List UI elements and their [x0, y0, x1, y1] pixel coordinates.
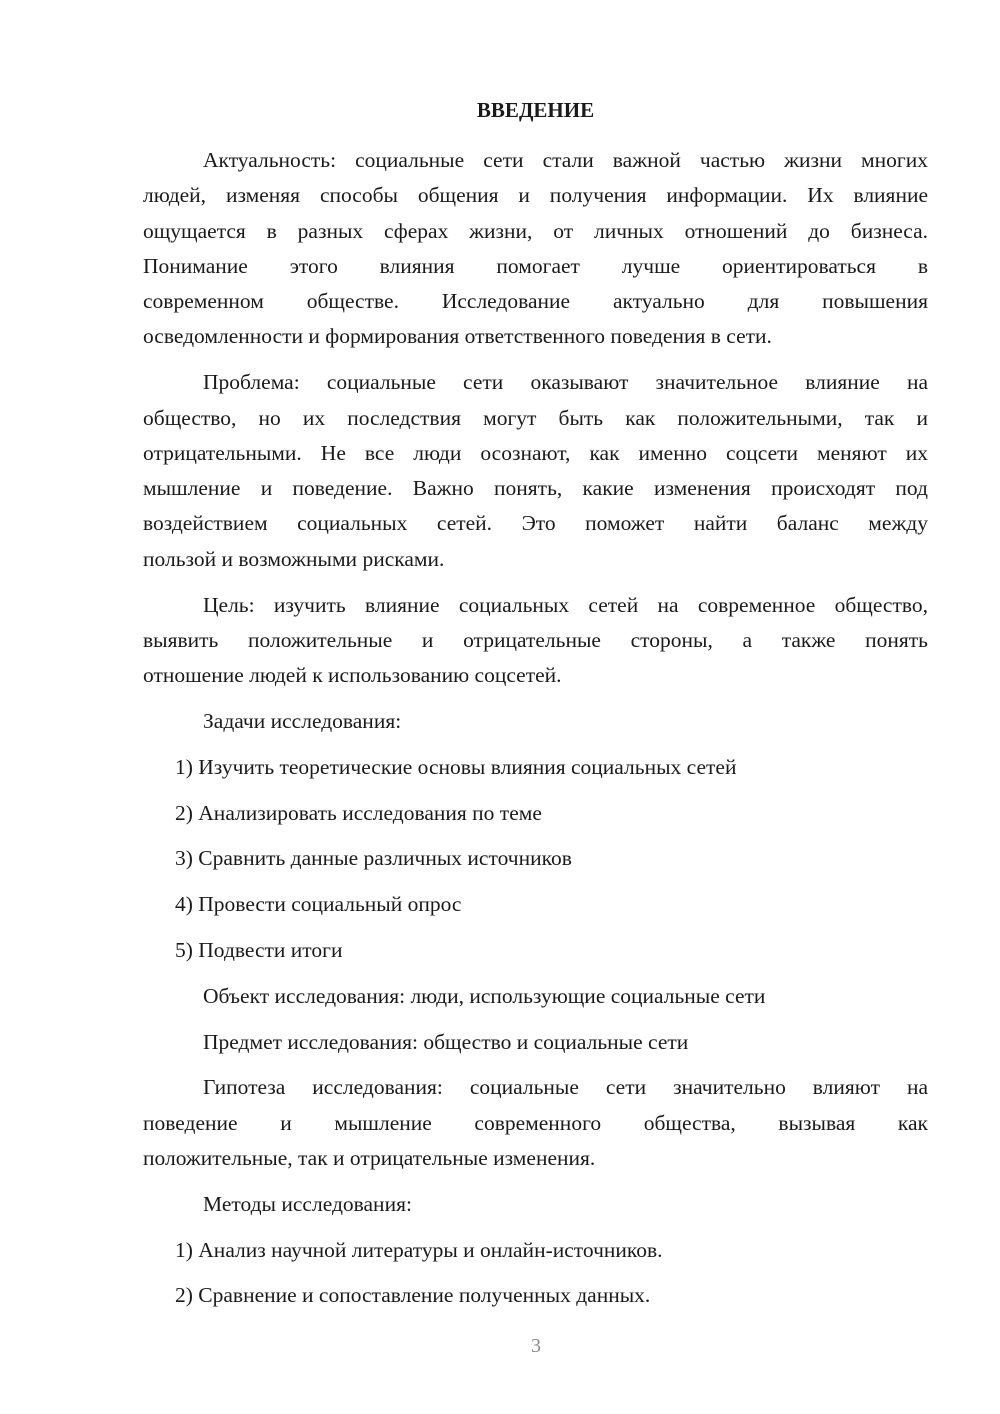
task-text: 1) Изучить теоретические основы влияния социальных сетей — [175, 754, 737, 779]
text-line: Понимание этого влияния помогает лучше ориентироваться в — [143, 253, 928, 278]
list-item — [143, 1278, 928, 1313]
methods-heading-text: Методы исследования: — [203, 1191, 412, 1216]
text-line: ощущается в разных сферах жизни, от личных отношений до бизнеса. — [143, 218, 928, 243]
text-line: поведение и мышление современного общества, вызывая как — [143, 1110, 928, 1135]
document-page — [143, 93, 928, 1314]
research-subject — [143, 1025, 928, 1060]
text-line: выявить положительные и отрицательные стороны, а также понять — [143, 627, 928, 652]
text-line: Проблема: социальные сети оказывают значительное влияние на — [203, 370, 928, 395]
task-text: 2) Анализировать исследования по теме — [175, 800, 542, 825]
task-text: 4) Провести социальный опрос — [175, 892, 462, 917]
list-item — [143, 933, 928, 968]
task-text: 5) Подвести итоги — [175, 937, 343, 962]
research-object — [143, 979, 928, 1014]
text-line: мышление и поведение. Важно понять, какие изменения происходят под — [143, 476, 928, 501]
text-line: положительные, так и отрицательные изменения. — [143, 1145, 596, 1170]
text-line: воздействием социальных сетей. Это поможет найти баланс между — [143, 511, 928, 536]
method-text: 2) Сравнение и сопоставление полученных данных. — [175, 1283, 651, 1308]
method-text: 1) Анализ научной литературы и онлайн-источников. — [175, 1237, 663, 1262]
page-number: 3 — [531, 1335, 541, 1357]
list-item — [143, 750, 928, 785]
list-item — [143, 887, 928, 922]
paragraph-problem — [143, 365, 928, 577]
paragraph-relevance — [143, 143, 928, 355]
text-line: Цель: изучить влияние социальных сетей на современное общество, — [203, 592, 928, 617]
text-line: людей, изменяя способы общения и получения информации. Их влияние — [143, 183, 928, 208]
text-line: общество, но их последствия могут быть как положительными, так и — [143, 405, 928, 430]
text-line: отношение людей к использованию соцсетей. — [143, 663, 562, 688]
paragraph-goal — [143, 588, 928, 694]
text-line: отрицательными. Не все люди осознают, как именно соцсети меняют их — [143, 440, 928, 465]
object-text: Объект исследования: люди, использующие социальные сети — [203, 983, 766, 1008]
subject-text: Предмет исследования: общество и социальные сети — [203, 1029, 689, 1054]
text-line: Актуальность: социальные сети стали важной частью жизни многих — [203, 148, 928, 172]
text-line: пользой и возможными рисками. — [143, 546, 445, 571]
tasks-heading — [143, 704, 928, 739]
list-item — [143, 841, 928, 876]
section-title: ВВЕДЕНИЕ — [476, 98, 595, 122]
methods-heading — [143, 1187, 928, 1222]
tasks-heading-text: Задачи исследования: — [203, 708, 402, 733]
text-line: современном обществе. Исследование актуально для повышения — [143, 289, 928, 314]
task-text: 3) Сравнить данные различных источников — [175, 846, 572, 871]
list-item — [143, 1233, 928, 1268]
text-line: осведомленности и формирования ответственного поведения в сети. — [143, 324, 772, 349]
list-item — [143, 796, 928, 831]
text-line: Гипотеза исследования: социальные сети значительно влияют на — [203, 1075, 928, 1100]
paragraph-hypothesis — [143, 1070, 928, 1176]
